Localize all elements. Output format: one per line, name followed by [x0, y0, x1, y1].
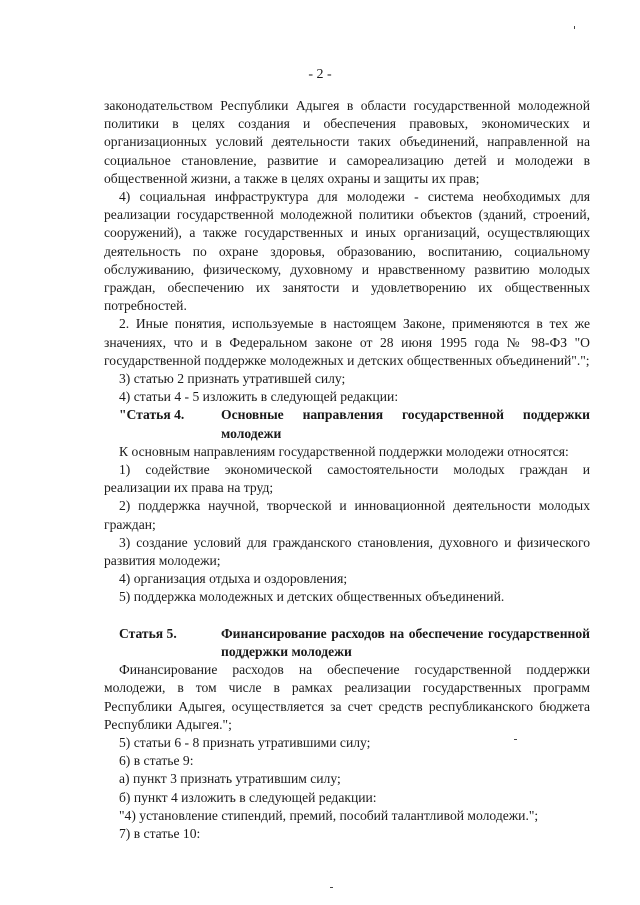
- paragraph: "4) установление стипендий, премий, пособий талантливой молодежи.";: [119, 807, 539, 823]
- list-item: 2) поддержка научной, творческой и инновационной деятельности молодых граждан;: [104, 498, 590, 532]
- paragraph: К основным направлениям государственной поддержки молодежи относятся:: [119, 443, 569, 459]
- paragraph: 5) статьи 6 - 8 признать утратившими силу;: [119, 734, 371, 750]
- article-5-title: Финансирование расходов на обеспечение государственной поддержки молодежи: [221, 625, 590, 659]
- page-number: - 2 -: [308, 67, 332, 82]
- list-item: 4) организация отдыха и оздоровления;: [119, 571, 348, 587]
- scan-mark-bottom: [330, 887, 333, 888]
- paragraph: 6) в статье 9:: [119, 753, 194, 769]
- article-5-heading: [104, 625, 590, 661]
- paragraph: 7) в статье 10:: [119, 825, 201, 841]
- article-4-title: Основные направления государственной поддержки молодежи: [221, 407, 590, 441]
- article-4-number: "Статья 4.: [119, 407, 185, 423]
- document-body: [104, 97, 590, 843]
- paragraph: б) пункт 4 изложить в следующей редакции:: [119, 789, 377, 805]
- paragraph: Финансирование расходов на обеспечение государственной поддержки молодежи, в том числе в рамках реализации государственных программ Республики Адыгея, осуществляется за счет средств республиканского бюджета Республики Адыгея.";: [104, 662, 590, 732]
- paragraph: 4) социальная инфраструктура для молодежи - система необходимых для реализации государственной молодежной политики объектов (зданий, строений, сооружений), а также государственных и иных организаций, осуществляющих деятельность по охране здоровья, образованию, воспитанию, социальному обслуживанию, физическому, духовному и нравственному развитию молодых граждан, обеспечению их занятости и удовлетворению их общественных потребностей.: [104, 189, 590, 314]
- paragraph: законодательством Республики Адыгея в области государственной молодежной политики в целях создания и обеспечения правовых, экономических и организационных условий деятельности таких объединений, направленной на социальное становление, развитие и самореализацию детей и молодежи в общественной жизни, а также в целях охраны и защиты их прав;: [104, 98, 590, 186]
- paragraph: а) пункт 3 признать утратившим силу;: [119, 771, 341, 787]
- article-4-heading: [104, 406, 590, 442]
- scan-mark-top-right: [574, 26, 575, 29]
- paragraph: 2. Иные понятия, используемые в настоящем Законе, применяются в тех же значениях, что и в Федеральном законе от 28 июня 1995 года № 98-ФЗ "О государственной поддержке молодежных и детских общественных объединений".";: [104, 316, 590, 368]
- article-5-number: Статья 5.: [119, 625, 177, 641]
- list-item: 5) поддержка молодежных и детских общественных объединений.: [119, 589, 505, 605]
- paragraph: 4) статьи 4 - 5 изложить в следующей редакции:: [119, 389, 399, 405]
- paragraph: 3) статью 2 признать утратившей силу;: [119, 371, 346, 387]
- list-item: 1) содействие экономической самостоятельности молодых граждан и реализации их права на труд;: [104, 462, 590, 496]
- list-item: 3) создание условий для гражданского становления, духовного и физического развития молодежи;: [104, 534, 590, 569]
